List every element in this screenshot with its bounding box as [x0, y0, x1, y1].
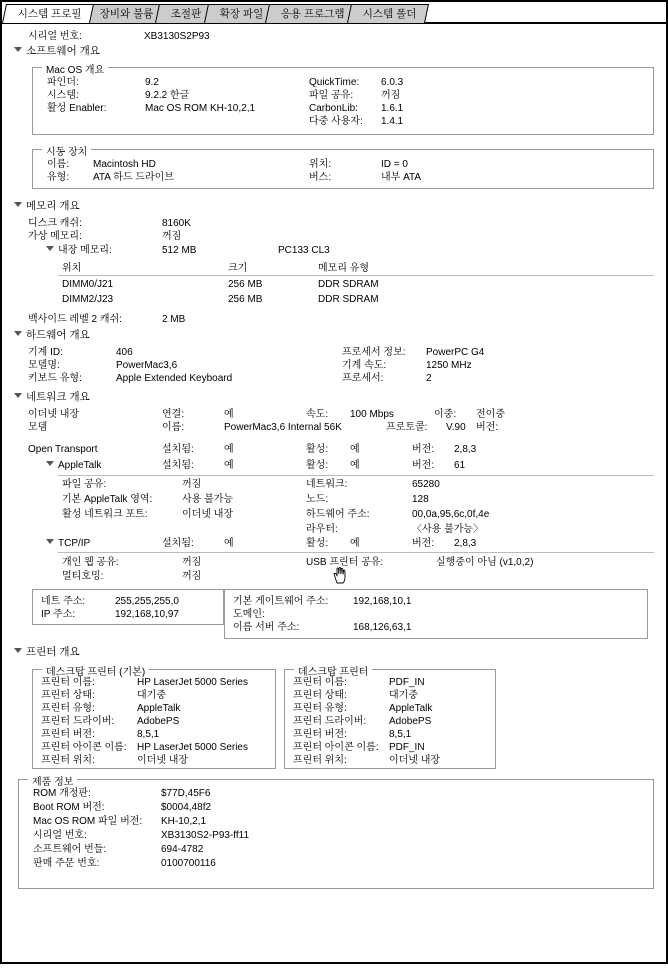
ip-address-value: 192,168,10,97	[115, 609, 179, 620]
disclosure-triangle-icon[interactable]	[14, 331, 22, 336]
hardware-row	[2, 346, 666, 359]
appletalk-detail-row	[2, 506, 666, 521]
tab-filler	[421, 3, 666, 23]
ethernet-label: 이더넷 내장	[28, 409, 80, 420]
tcpip-detail-row	[2, 553, 666, 569]
section-software-header[interactable]	[2, 44, 666, 59]
finder-label: 파인더:	[47, 77, 79, 88]
disclosure-triangle-icon[interactable]	[46, 461, 54, 466]
volume-name-value: Macintosh HD	[93, 159, 156, 170]
product-row	[19, 787, 653, 801]
multiuser-value: 1.4.1	[381, 116, 404, 127]
multiuser-label: 다중 사용자:	[309, 116, 363, 127]
section-memory-header[interactable]	[2, 199, 666, 214]
quicktime-value: 6.0.3	[381, 77, 404, 88]
serial-number-value: XB3130S2-P93-ff11	[161, 830, 250, 841]
at-node-label: 노드:	[306, 494, 329, 505]
web-sharing-value: 꺼짐	[182, 557, 202, 568]
group-startup-device	[32, 149, 654, 189]
product-info-title: 제품 정보	[28, 773, 77, 788]
disk-cache-row	[2, 217, 666, 230]
usb-printer-sharing-label: USB 프린터 공유:	[306, 557, 384, 568]
ethernet-duplex-label: 이중:	[434, 409, 457, 420]
startup-row	[33, 158, 653, 171]
multihoming-value: 꺼짐	[182, 571, 202, 582]
software-bundle-label: 소프트웨어 번들:	[33, 844, 107, 855]
section-network-header[interactable]	[2, 390, 666, 405]
printer-location-value: 이더넷 내장	[137, 755, 189, 766]
product-row	[19, 801, 653, 815]
enabler-label: 활성 Enabler:	[47, 103, 107, 114]
printer-driver-label: 프린터 드라이버:	[293, 716, 367, 727]
printer-icon-name-label: 프린터 아이콘 이름:	[41, 742, 127, 753]
builtin-memory-value: 512 MB	[162, 245, 197, 256]
quicktime-label: QuickTime:	[309, 77, 360, 88]
open-transport-row	[2, 443, 666, 459]
printer-location-value: 이더넷 내장	[389, 755, 441, 766]
tcp-version-value: 2,8,3	[454, 538, 477, 549]
macos-rom-file-version-label: Mac OS ROM 파일 버전:	[33, 816, 143, 827]
printer-row	[33, 702, 275, 715]
at-hardware-address-label: 하드웨어 주소:	[306, 509, 370, 520]
disclosure-triangle-icon[interactable]	[14, 47, 22, 52]
at-active-label: 활성:	[306, 460, 329, 471]
macos-row	[33, 76, 653, 89]
at-network-label: 네트워크:	[306, 479, 348, 490]
tcp-installed-label: 설치됨:	[162, 538, 194, 549]
keyboard-type-label: 키보드 유형:	[28, 373, 82, 384]
printer-row	[33, 754, 275, 767]
at-active-value: 예	[350, 460, 360, 471]
macos-row	[33, 115, 653, 128]
serial-number-label: 시리얼 번호:	[33, 830, 87, 841]
file-sharing-label: 파일 공유:	[309, 90, 354, 101]
printer-row	[33, 676, 275, 689]
tab-bar	[2, 2, 666, 24]
section-printer-title: 프린터 개요	[26, 646, 80, 658]
tab-system-profile[interactable]	[2, 4, 94, 23]
builtin-memory-label: 내장 메모리:	[46, 244, 112, 257]
serial-row	[2, 28, 666, 44]
ot-version-value: 2,8,3	[454, 444, 477, 455]
virtual-memory-row	[2, 230, 666, 243]
tcp-installed-value: 예	[224, 538, 234, 549]
memory-type: DDR SDRAM	[318, 294, 379, 305]
modem-protocol-value: V.90	[446, 422, 466, 433]
processor-count-value: 2	[426, 373, 432, 384]
volume-bus-label: 버스:	[309, 172, 332, 183]
section-hardware-header[interactable]	[2, 328, 666, 343]
machine-speed-label: 기계 속도:	[342, 360, 387, 371]
profile-content	[2, 24, 666, 968]
tcp-active-label: 활성:	[306, 538, 329, 549]
printer-row	[285, 702, 495, 715]
disclosure-triangle-icon[interactable]	[46, 539, 54, 544]
gateway-value: 192,168,10,1	[353, 596, 412, 607]
ethernet-speed-value: 100 Mbps	[350, 409, 394, 420]
printer-version-value: 8,5,1	[137, 729, 160, 740]
name-server-row	[225, 621, 647, 634]
printer-version-value: 8,5,1	[389, 729, 412, 740]
enabler-value: Mac OS ROM KH-10,2,1	[145, 103, 256, 114]
sales-order-number-value: 0100700116	[161, 858, 216, 869]
hardware-row	[2, 359, 666, 372]
l2-cache-value: 2 MB	[162, 314, 186, 325]
open-transport-label: Open Transport	[28, 444, 98, 455]
printer-row	[285, 741, 495, 754]
modem-protocol-label: 프로토콜:	[386, 422, 428, 433]
at-file-sharing-label: 파일 공유:	[62, 479, 107, 490]
multihoming-label: 멀티호밍:	[62, 571, 104, 582]
tcpip-detail-row	[2, 569, 666, 587]
printer-version-label: 프린터 버전:	[293, 729, 347, 740]
machine-id-label: 기계 ID:	[28, 347, 63, 358]
default-printer-title: 데스크탑 프린터 (기본)	[42, 663, 149, 678]
at-installed-value: 예	[224, 460, 234, 471]
printer-status-value: 대기중	[389, 690, 418, 701]
printer-type-label: 프린터 유형:	[293, 703, 347, 714]
machine-speed-value: 1250 MHz	[426, 360, 472, 371]
macos-rom-file-version-value: KH-10,2,1	[161, 816, 207, 827]
section-hardware-title: 하드웨어 개요	[26, 329, 90, 341]
at-version-value: 61	[454, 460, 466, 471]
printer-name-value: HP LaserJet 5000 Series	[137, 677, 248, 688]
volume-location-value: ID = 0	[381, 159, 408, 170]
builtin-memory-spec: PC133 CL3	[278, 245, 330, 256]
memory-col-slot: 위치	[62, 263, 82, 274]
printer-driver-value: AdobePS	[137, 716, 180, 727]
processor-info-label: 프로세서 정보:	[342, 347, 406, 358]
section-memory-title: 메모리 개요	[26, 200, 80, 212]
printer-icon-name-label: 프린터 아이콘 이름:	[293, 742, 379, 753]
at-installed-label: 설치됨:	[162, 460, 194, 471]
l2-cache-row	[2, 306, 666, 326]
section-network-title: 네트워크 개요	[26, 391, 90, 403]
printer-row	[33, 689, 275, 702]
printer-type-value: AppleTalk	[389, 703, 433, 714]
memory-col-size: 크기	[228, 263, 248, 274]
name-server-label: 이름 서버 주소:	[233, 622, 300, 633]
ethernet-speed-label: 속도:	[306, 409, 329, 420]
product-row	[19, 815, 653, 829]
software-bundle-value: 694-4782	[161, 844, 204, 855]
tab-label: 확장 파일	[219, 8, 264, 20]
desktop-printer-title: 데스크탑 프린터	[294, 663, 372, 678]
group-ip-right	[224, 589, 648, 639]
disclosure-triangle-icon[interactable]	[14, 648, 22, 653]
system-value: 9.2.2 한글	[145, 90, 190, 101]
group-ip-left	[32, 589, 224, 625]
modem-label: 모뎀	[28, 422, 48, 433]
volume-bus-value: 내부 ATA	[381, 172, 422, 183]
ot-installed-label: 설치됨:	[162, 444, 194, 455]
at-file-sharing-value: 꺼짐	[182, 479, 202, 490]
name-server-value: 168,126,63,1	[353, 622, 412, 633]
tcp-version-label: 버전:	[412, 538, 435, 549]
usb-printer-sharing-value: 실행중이 아님 (v1,0,2)	[436, 557, 534, 568]
printer-icon-name-value: HP LaserJet 5000 Series	[137, 742, 248, 753]
memory-table-header	[2, 259, 666, 275]
system-label: 시스템:	[47, 90, 79, 101]
printer-version-label: 프린터 버전:	[41, 729, 95, 740]
tab-system-folder[interactable]	[347, 4, 429, 23]
finder-value: 9.2	[145, 77, 159, 88]
printer-type-value: AppleTalk	[137, 703, 181, 714]
hardware-row	[2, 372, 666, 390]
web-sharing-label: 개인 웹 공유:	[62, 557, 119, 568]
ot-active-label: 활성:	[306, 444, 329, 455]
product-row	[19, 857, 653, 871]
sales-order-number-label: 판매 주문 번호:	[33, 858, 100, 869]
printer-status-value: 대기중	[137, 690, 166, 701]
serial-label: 시리얼 번호:	[28, 31, 82, 42]
section-software-title: 소프트웨어 개요	[26, 45, 100, 57]
gateway-label: 기본 게이트웨어 주소:	[233, 596, 329, 607]
printer-row	[33, 741, 275, 754]
ot-active-value: 예	[350, 444, 360, 455]
tcpip-row[interactable]	[2, 536, 666, 552]
ethernet-connected-label: 연결:	[162, 409, 185, 420]
ip-address-label: IP 주소:	[41, 609, 76, 620]
rom-revision-label: ROM 개정판:	[33, 788, 91, 799]
carbonlib-value: 1.6.1	[381, 103, 404, 114]
rom-revision-value: $77D,45F6	[161, 788, 211, 799]
printer-location-label: 프린터 위치:	[293, 755, 347, 766]
group-macos-title: Mac OS 개요	[42, 61, 108, 76]
printer-row	[285, 715, 495, 728]
ethernet-row	[2, 408, 666, 421]
macos-row	[33, 89, 653, 102]
at-active-port-label: 활성 네트워크 포트:	[62, 509, 148, 520]
model-name-label: 모델명:	[28, 360, 60, 371]
virtual-memory-value: 꺼짐	[162, 231, 182, 242]
at-version-label: 버전:	[412, 460, 435, 471]
at-node-value: 128	[412, 494, 429, 505]
serial-value: XB3130S2P93	[144, 31, 210, 42]
group-startup-title: 시동 장치	[42, 143, 91, 158]
l2-cache-label: 백사이드 레벨 2 캐쉬:	[28, 314, 122, 325]
memory-size: 256 MB	[228, 294, 263, 305]
section-printer-header[interactable]	[2, 645, 666, 660]
tcpip-label: TCP/IP	[46, 537, 90, 550]
table-row	[2, 291, 666, 306]
ot-installed-value: 예	[224, 444, 234, 455]
tab-label: 응용 프로그램	[281, 8, 345, 20]
disclosure-triangle-icon[interactable]	[46, 246, 54, 251]
domain-row	[225, 608, 647, 621]
model-name-value: PowerMac3,6	[116, 360, 178, 371]
tab-label: 장비와 불륨	[99, 8, 154, 20]
group-default-printer	[32, 669, 276, 769]
at-default-zone-label: 기본 AppleTalk 영역:	[62, 494, 153, 505]
disclosure-triangle-icon[interactable]	[14, 202, 22, 207]
file-sharing-value: 꺼짐	[381, 90, 401, 101]
ethernet-connected-value: 예	[224, 409, 234, 420]
at-router-label: 라우터:	[306, 524, 338, 535]
volume-location-label: 위치:	[309, 159, 332, 170]
gateway-row	[225, 595, 647, 608]
keyboard-type-value: Apple Extended Keyboard	[116, 373, 233, 384]
hand-cursor-icon	[332, 566, 346, 582]
carbonlib-label: CarbonLib:	[309, 103, 358, 114]
processor-info-value: PowerPC G4	[426, 347, 485, 358]
appletalk-detail-row	[2, 476, 666, 491]
subnet-mask-row	[33, 595, 223, 608]
virtual-memory-label: 가상 메모리:	[28, 231, 82, 242]
printer-row	[33, 728, 275, 741]
printer-name-value: PDF_IN	[389, 677, 425, 688]
at-router-value: 〈사용 불가능〉	[412, 524, 484, 535]
modem-name-label: 이름:	[162, 422, 185, 433]
printer-icon-name-value: PDF_IN	[389, 742, 425, 753]
group-product-info	[18, 779, 654, 889]
printer-row	[285, 689, 495, 702]
printer-status-label: 프린터 상태:	[293, 690, 347, 701]
printer-row	[33, 715, 275, 728]
machine-id-value: 406	[116, 347, 133, 358]
group-desktop-printer	[284, 669, 496, 769]
modem-row	[2, 421, 666, 443]
appletalk-label: AppleTalk	[46, 459, 101, 472]
modem-version-label: 버전:	[476, 422, 499, 433]
at-active-port-value: 이더넷 내장	[182, 509, 234, 520]
ip-address-row	[33, 608, 223, 621]
memory-slot: DIMM0/J21	[62, 279, 114, 290]
volume-name-label: 이름:	[47, 159, 70, 170]
disclosure-triangle-icon[interactable]	[14, 393, 22, 398]
tab-applications[interactable]	[265, 4, 357, 23]
subnet-mask-label: 네트 주소:	[41, 596, 86, 607]
memory-slot: DIMM2/J23	[62, 294, 114, 305]
at-network-value: 65280	[412, 479, 440, 490]
group-macos-overview	[32, 67, 654, 135]
appletalk-detail-row	[2, 521, 666, 536]
tab-label: 시스템 프로필	[17, 8, 82, 20]
printer-driver-label: 프린터 드라이버:	[41, 716, 115, 727]
product-row	[19, 843, 653, 857]
printer-row	[285, 728, 495, 741]
tab-devices-volumes[interactable]	[84, 4, 166, 23]
printer-name-label: 프린터 이름:	[293, 677, 347, 688]
printer-driver-value: AdobePS	[389, 716, 432, 727]
memory-size: 256 MB	[228, 279, 263, 290]
boot-rom-version-value: $0004,48f2	[161, 802, 212, 813]
ot-version-label: 버전:	[412, 444, 435, 455]
printer-location-label: 프린터 위치:	[41, 755, 95, 766]
printer-name-label: 프린터 이름:	[41, 677, 95, 688]
at-hardware-address-value: 00,0a,95,6c,0f,4e	[412, 509, 490, 520]
tab-label: 조절판	[171, 8, 202, 20]
boot-rom-version-label: Boot ROM 버전:	[33, 802, 105, 813]
disk-cache-label: 디스크 캐쉬:	[28, 218, 82, 229]
table-row	[2, 276, 666, 291]
product-row	[19, 829, 653, 843]
ethernet-duplex-value: 전이중	[476, 409, 505, 420]
memory-type: DDR SDRAM	[318, 279, 379, 290]
tab-label: 시스템 폴더	[362, 8, 417, 20]
subnet-mask-value: 255,255,255,0	[115, 596, 179, 607]
domain-label: 도메인:	[233, 609, 265, 620]
modem-name-value: PowerMac3,6 Internal 56K	[224, 422, 342, 433]
appletalk-row[interactable]	[2, 459, 666, 475]
printer-status-label: 프린터 상태:	[41, 690, 95, 701]
printer-type-label: 프린터 유형:	[41, 703, 95, 714]
processor-count-label: 프로세서:	[342, 373, 384, 384]
tcp-active-value: 예	[350, 538, 360, 549]
macos-row	[33, 102, 653, 115]
printer-row	[285, 754, 495, 767]
builtin-memory-row[interactable]	[2, 243, 666, 259]
disk-cache-value: 8160K	[162, 218, 191, 229]
at-default-zone-value: 사용 불가능	[182, 494, 234, 505]
volume-type-label: 유형:	[47, 172, 70, 183]
volume-type-value: ATA 하드 드라이브	[93, 172, 174, 183]
appletalk-detail-row	[2, 491, 666, 506]
printer-row	[285, 676, 495, 689]
memory-col-type: 메모리 유형	[318, 263, 370, 274]
startup-row	[33, 171, 653, 184]
